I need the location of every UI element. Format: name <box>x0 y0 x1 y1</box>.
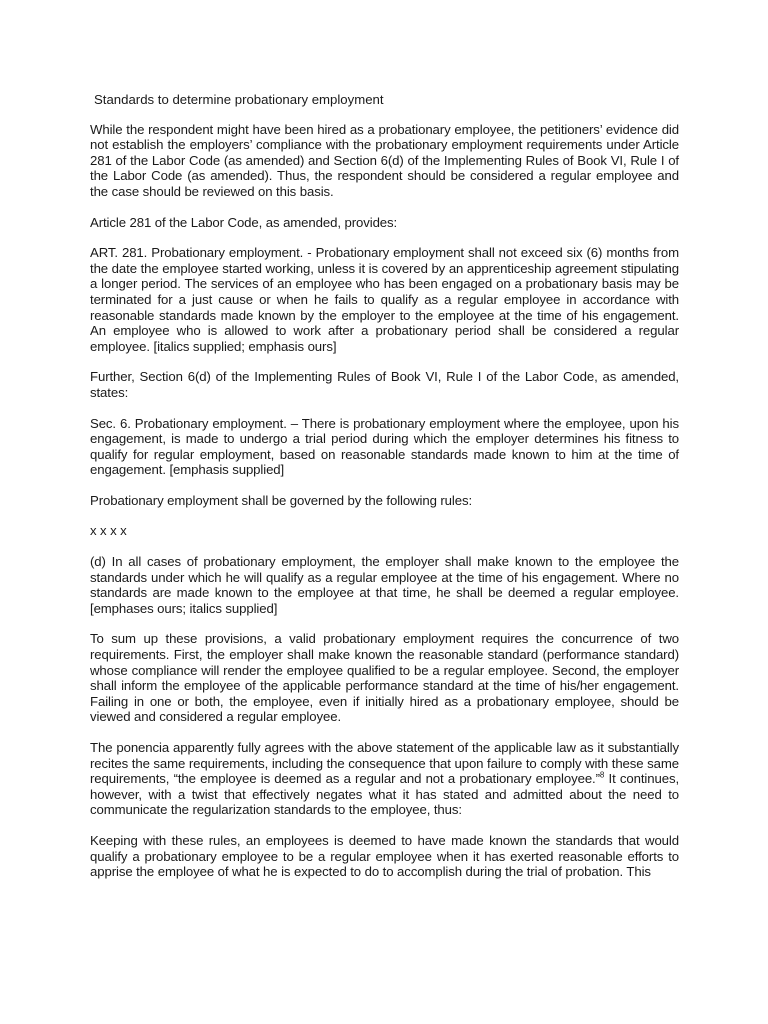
paragraph-section-6d-intro: Further, Section 6(d) of the Implementing Rules of Book VI, Rule I of the Labor Code, as amended, states: <box>90 369 679 400</box>
paragraph-article-281-intro: Article 281 of the Labor Code, as amended, provides: <box>90 214 398 230</box>
paragraph-respondent-status: While the respondent might have been hired as a probationary employee, the petitioners’ evidence did not establish the employers’ compliance with the probationary employment requirements under Article 281 of the Labor Code (as amended) and Section 6(d) of the Implementing Rules of Book VI, Rule I of the Labor Code (as amended). Thus, the respondent should be considered a regular employee and the case should be reviewed on this basis. <box>90 121 679 199</box>
paragraph-article-281-text: ART. 281. Probationary employment. - Probationary employment shall not exceed six (6) months from the date the employee started working, unless it is covered by an apprenticeship agreement stipulating a longer period. The services of an employee who has been engaged on a probationary basis may be terminated for a just cause or when he fails to qualify as a regular employee in accordance with reasonable standards made known by the employer to the employee at the time of his engagement. An employee who is allowed to work after a probationary period shall be considered a regular employee. [italics supplied; emphasis ours] <box>90 245 679 354</box>
document-body <box>90 92 679 895</box>
paragraph-section-6-text: Sec. 6. Probationary employment. – There is probationary employment where the employee, upon his engagement, is made to undergo a trial period during which the employer determines his fitness to qualify for regular employment, based on reasonable standards made known to him at the time of engagement. [emphasis supplied] <box>90 415 679 478</box>
footnote-reference: 8 <box>599 770 605 780</box>
paragraph-summary: To sum up these provisions, a valid probationary employment requires the concurrence of two requirements. First, the employer shall make known the reasonable standard (performance standard) whose compliance will render the employee qualified to be a regular employee. Second, the employer shall inform the employee of the applicable performance standard at the time of his/her engagement. Failing in one or both, the employee, even if initially hired as a probationary employee, should be viewed and considered a regular employee. <box>90 631 679 725</box>
paragraph-keeping-rules: Keeping with these rules, an employees is deemed to have made known the standards that would qualify a probationary employee to be a regular employee when it has exerted reasonable efforts to apprise the employee of what he is expected to do to accomplish during the trial of probation. This <box>90 832 679 880</box>
paragraph-ponencia <box>90 740 679 818</box>
section-heading: Standards to determine probationary employment <box>94 92 384 107</box>
ponencia-text-continued: It continues, however, with a twist that effectively negates what it has stated and admitted about the need to communicate the regularization standards to the employee, thus: <box>90 771 680 818</box>
ponencia-text: The ponencia apparently fully agrees with the above statement of the applicable law as it substantially recites the same requirements, including the consequence that upon failure to comply with these same requirements, “the employee is deemed as a regular and not a probationary employee.” <box>90 740 679 787</box>
paragraph-rule-d: (d) In all cases of probationary employment, the employer shall make known to the employee the standards under which he will qualify as a regular employee at the time of his engagement. Where no standards are made known to the employee at that time, he shall be deemed a regular employee. [emphases ours; italics supplied] <box>90 554 679 616</box>
paragraph-rules-intro: Probationary employment shall be governed by the following rules: <box>90 492 473 508</box>
paragraph-ellipsis: x x x x <box>90 523 127 539</box>
